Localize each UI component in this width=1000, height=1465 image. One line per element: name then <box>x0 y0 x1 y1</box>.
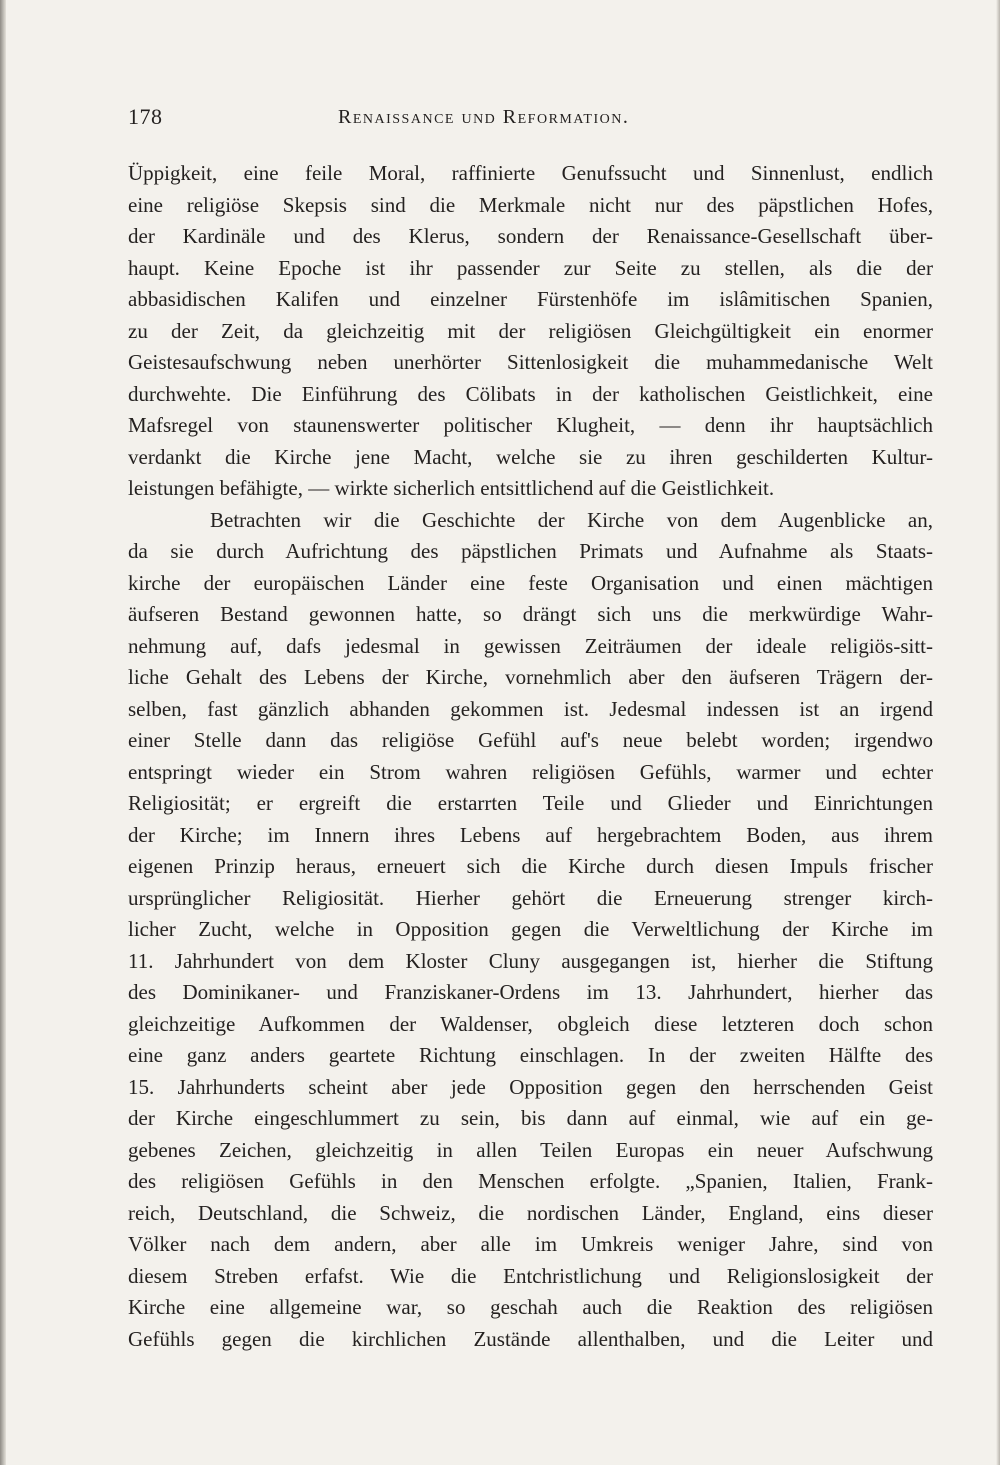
text-line: einer Stelle dann das religiöse Gefühl auf's neue belebt worden; irgendwo <box>128 728 933 752</box>
text-line: gleichzeitige Aufkommen der Waldenser, obgleich diese letzteren doch schon <box>128 1011 933 1036</box>
text-line: Gefühls gegen die kirchlichen Zustände allenthalben, und die Leiter und <box>128 1326 933 1351</box>
text-line: selben, fast gänzlich abhanden gekommen ist. Jedesmal indessen ist an irgend <box>128 696 933 721</box>
text-line: abbasidischen Kalifen und einzelner Fürstenhöfe im islâmitischen Spanien, <box>128 287 933 311</box>
text-line: liche Gehalt des Lebens der Kirche, vornehmlich aber den äufseren Trägern der- <box>128 665 933 689</box>
text-line: der Kardinäle und des Klerus, sondern der Renaissance-Gesellschaft über- <box>128 224 933 248</box>
page-header <box>128 104 933 138</box>
text-line: durchwehte. Die Einführung des Cölibats in der katholischen Geistlichkeit, eine <box>128 381 933 406</box>
text-line: licher Zucht, welche in Opposition gegen die Verweltlichung der Kirche im <box>128 917 933 941</box>
text-line: Völker nach dem andern, aber alle im Umkreis weniger Jahre, sind von <box>128 1232 933 1256</box>
text-line: eine ganz anders geartete Richtung einschlagen. In der zweiten Hälfte des <box>128 1043 933 1067</box>
running-title: Renaissance und Reformation. <box>338 106 630 128</box>
text-line: verdankt die Kirche jene Macht, welche sie zu ihren geschilderten Kultur- <box>128 444 933 469</box>
text-line: Mafsregel von staunenswerter politischer Klugheit, — denn ihr hauptsächlich <box>128 413 933 437</box>
text-line: des Dominikaner- und Franziskaner-Ordens im 13. Jahrhundert, hierher das <box>128 980 933 1004</box>
page-number: 178 <box>128 104 163 129</box>
text-line: zu der Zeit, da gleichzeitig mit der religiösen Gleichgültigkeit ein enormer <box>128 318 933 343</box>
paragraph-start-line: Betrachten wir die Geschichte der Kirche von dem Augenblicke an, <box>210 507 933 532</box>
text-line: ursprünglicher Religiosität. Hierher gehört die Erneuerung strenger kirch- <box>128 885 933 910</box>
body-text <box>128 158 933 1355</box>
text-line: 11. Jahrhundert von dem Kloster Cluny ausgegangen ist, hierher die Stiftung <box>128 948 933 973</box>
page-edge-shadow <box>0 0 6 1465</box>
text-line: eigenen Prinzip heraus, erneuert sich die Kirche durch diesen Impuls frischer <box>128 854 933 878</box>
text-line: Religiosität; er ergreift die erstarrten Teile und Glieder und Einrichtungen <box>128 791 933 815</box>
text-line: der Kirche eingeschlummert zu sein, bis dann auf einmal, wie auf ein ge- <box>128 1106 933 1130</box>
text-line: entspringt wieder ein Strom wahren religiösen Gefühls, warmer und echter <box>128 759 933 784</box>
text-line: Üppigkeit, eine feile Moral, raffinierte Genufssucht und Sinnenlust, endlich <box>128 161 933 185</box>
text-line: Kirche eine allgemeine war, so geschah auch die Reaktion des religiösen <box>128 1295 933 1319</box>
text-line: eine religiöse Skepsis sind die Merkmale nicht nur des päpstlichen Hofes, <box>128 192 933 217</box>
text-line: haupt. Keine Epoche ist ihr passender zur Seite zu stellen, als die der <box>128 255 933 280</box>
text-line: diesem Streben erfafst. Wie die Entchristlichung und Religionslosigkeit der <box>128 1263 933 1288</box>
text-line: nehmung auf, dafs jedesmal in gewissen Zeiträumen der ideale religiös-sitt- <box>128 633 933 658</box>
text-line: des religiösen Gefühls in den Menschen erfolgte. „Spanien, Italien, Frank- <box>128 1169 933 1193</box>
text-line: kirche der europäischen Länder eine feste Organisation und einen mächtigen <box>128 570 933 595</box>
page-edge-highlight <box>996 0 1000 1465</box>
text-line: Geistesaufschwung neben unerhörter Sittenlosigkeit die muhammedanische Welt <box>128 350 933 374</box>
text-line: reich, Deutschland, die Schweiz, die nordischen Länder, England, eins dieser <box>128 1200 933 1225</box>
text-line: da sie durch Aufrichtung des päpstlichen Primats und Aufnahme als Staats- <box>128 539 933 563</box>
text-line: leistungen befähigte, — wirkte sicherlich entsittlichend auf die Geistlichkeit. <box>128 476 775 500</box>
text-line: gebenes Zeichen, gleichzeitig in allen Teilen Europas ein neuer Aufschwung <box>128 1137 933 1162</box>
text-line: äufseren Bestand gewonnen hatte, so drängt sich uns die merkwürdige Wahr- <box>128 602 933 626</box>
text-line: 15. Jahrhunderts scheint aber jede Opposition gegen den herrschenden Geist <box>128 1074 933 1099</box>
text-line: der Kirche; im Innern ihres Lebens auf hergebrachtem Boden, aus ihrem <box>128 822 933 847</box>
